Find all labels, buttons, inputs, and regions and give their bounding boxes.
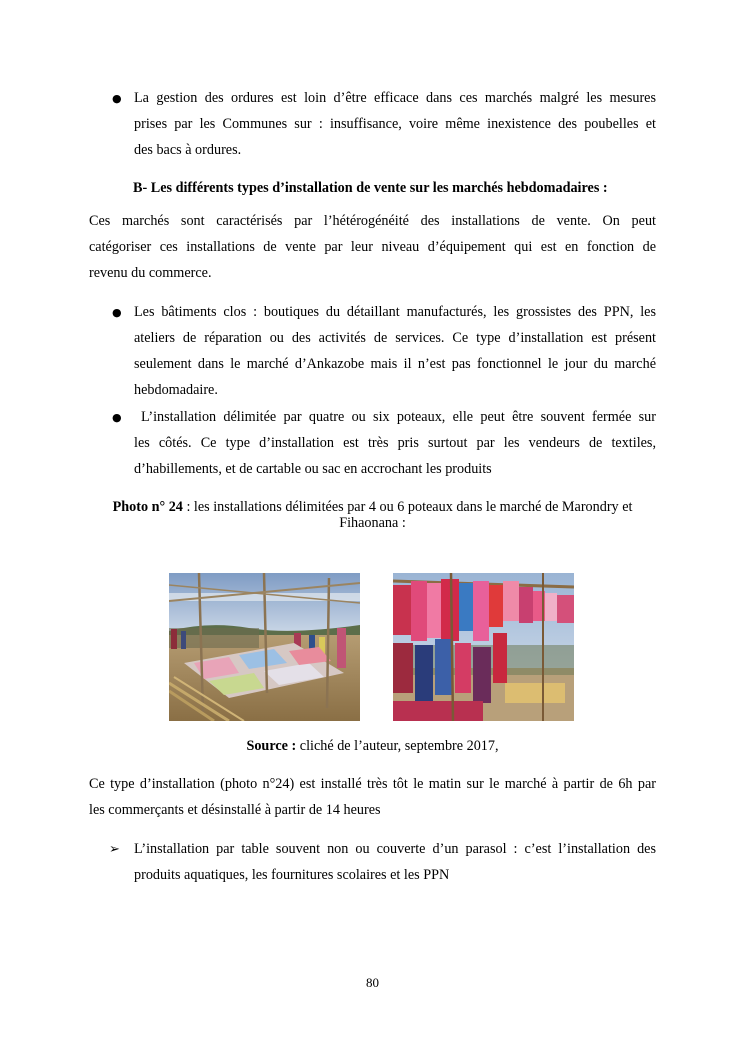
para1-line3: revenu du commerce. xyxy=(89,265,212,281)
caption-label: Photo n° 24 xyxy=(112,499,183,515)
bullet2-line2: ateliers de réparation ou des activités de services. Ce type d’installation est présent xyxy=(134,330,656,346)
bullet3-line3: d’habillements, et de cartable ou sac en accrochant les produits xyxy=(134,461,492,477)
photo-source xyxy=(0,738,745,755)
bullet3-line2: les côtés. Ce type d’installation est très pris surtout par les vendeurs de textiles, xyxy=(134,435,656,451)
photo-marondry xyxy=(169,573,360,721)
bullet2-line3: seulement dans le marché d’Ankazobe mais il n’est pas fonctionnel le jour du marché xyxy=(134,356,656,372)
photo-fihaonana xyxy=(393,573,574,721)
bullet2-line4: hebdomadaire. xyxy=(134,382,218,398)
arrow-bullet-icon: ➢ xyxy=(109,842,120,857)
section-heading: B- Les différents types d’installation de vente sur les marchés hebdomadaires : xyxy=(133,180,608,196)
arrow-item-line2: produits aquatiques, les fournitures scolaires et les PPN xyxy=(134,867,450,883)
source-label: Source : xyxy=(246,738,297,754)
arrow-item-line1: L’installation par table souvent non ou couverte d’un parasol : c’est l’installation des xyxy=(134,841,656,857)
para2-line1: Ce type d’installation (photo n°24) est installé très tôt le matin sur le marché à partir de 6h par xyxy=(89,776,656,792)
bullet-icon: ● xyxy=(112,411,122,424)
para1-line2: catégoriser ces installations de vente par leur niveau d’équipement qui est en fonction de xyxy=(89,239,656,255)
bullet1-line3: des bacs à ordures. xyxy=(134,142,242,158)
bullet-icon: ● xyxy=(112,306,122,319)
source-text: cliché de l’auteur, septembre 2017, xyxy=(296,738,499,754)
photo-caption xyxy=(0,499,745,516)
page-number: 80 xyxy=(366,975,379,990)
caption-text-line2: Fihaonana : xyxy=(339,515,406,531)
caption-text: : les installations délimitées par 4 ou 6 poteaux dans le marché de Marondry et xyxy=(182,499,633,515)
bullet1-line2: prises par les Communes sur : insuffisance, voire même inexistence des poubelles et xyxy=(134,116,656,132)
para1-line1: Ces marchés sont caractérisés par l’hétérogénéité des installations de vente. On peut xyxy=(89,213,656,229)
bullet3-line1: L’installation délimitée par quatre ou six poteaux, elle peut être souvent fermée sur xyxy=(141,409,656,425)
bullet1-line1: La gestion des ordures est loin d’être efficace dans ces marchés malgré les mesures xyxy=(134,90,656,106)
bullet-icon: ● xyxy=(112,92,122,105)
para2-line2: les commerçants et désinstallé à partir de 14 heures xyxy=(89,802,381,818)
bullet2-line1: Les bâtiments clos : boutiques du détaillant manufacturés, les grossistes des PPN, les xyxy=(134,304,656,320)
